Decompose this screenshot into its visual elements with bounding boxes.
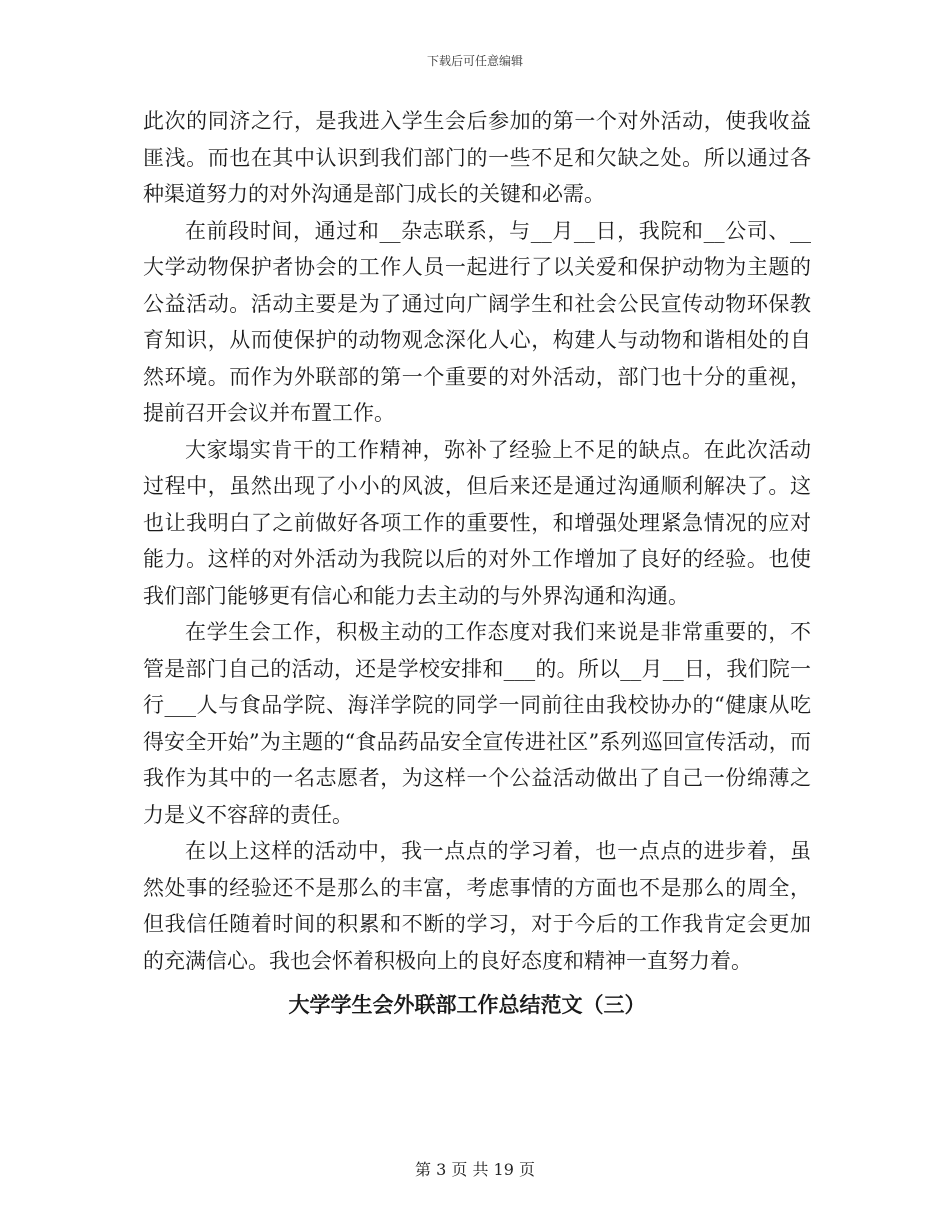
paragraph-1: 此次的同济之行，是我进入学生会后参加的第一个对外活动，使我收益匪浅。而也在其中认识到我们部门的一些不足和欠缺之处。所以通过各种渠道努力的对外沟通是部门成长的关键和必需。 [143, 109, 811, 206]
paragraph-3: 大家塌实肯干的工作精神，弥补了经验上不足的缺点。在此次活动过程中，虽然出现了小小的风波，但后来还是通过沟通顺利解决了。这也让我明白了之前做好各项工作的重要性，和增强处理紧急情况的应对能力。这样的对外活动为我院以后的对外工作增加了良好的经验。也使我们部门能够更有信心和能力去主动的与外界沟通和沟通。 [143, 437, 811, 608]
paragraph-2: 在前段时间，通过和__杂志联系，与__月__日，我院和__公司、__大学动物保护者协会的工作人员一起进行了以关爱和保护动物为主题的公益活动。活动主要是为了通过向广阔学生和社会公民宣传动物环保教育知识，从而使保护的动物观念深化人心，构建人与动物和谐相处的自然环境。而作为外联部的第一个重要的对外活动，部门也十分的重视，提前召开会议并布置工作。 [143, 218, 811, 425]
paragraph-5: 在以上这样的活动中，我一点点的学习着，也一点点的进步着，虽然处事的经验还不是那么的丰富，考虑事情的方面也不是那么的周全，但我信任随着时间的积累和不断的学习，对于今后的工作我肯定会更加的充满信心。我也会怀着积极向上的良好态度和精神一直努力着。 [143, 839, 811, 973]
page-number: 第 3 页 共 19 页 [415, 1160, 535, 1179]
document-body [143, 103, 811, 1023]
page-header: 下载后可任意编辑 [426, 54, 523, 68]
section-title: 大学学生会外联部工作总结范文（三） [288, 993, 646, 1017]
paragraph-4: 在学生会工作，积极主动的工作态度对我们来说是非常重要的，不管是部门自己的活动，还是学校安排和___的。所以__月__日，我们院一行___人与食品学院、海洋学院的同学一同前往由我校协办的“健康从吃得安全开始”为主题的“食品药品安全宣传进社区”系列巡回宣传活动，而我作为其中的一名志愿者，为这样一个公益活动做出了自己一份绵薄之力是义不容辞的责任。 [143, 620, 811, 827]
